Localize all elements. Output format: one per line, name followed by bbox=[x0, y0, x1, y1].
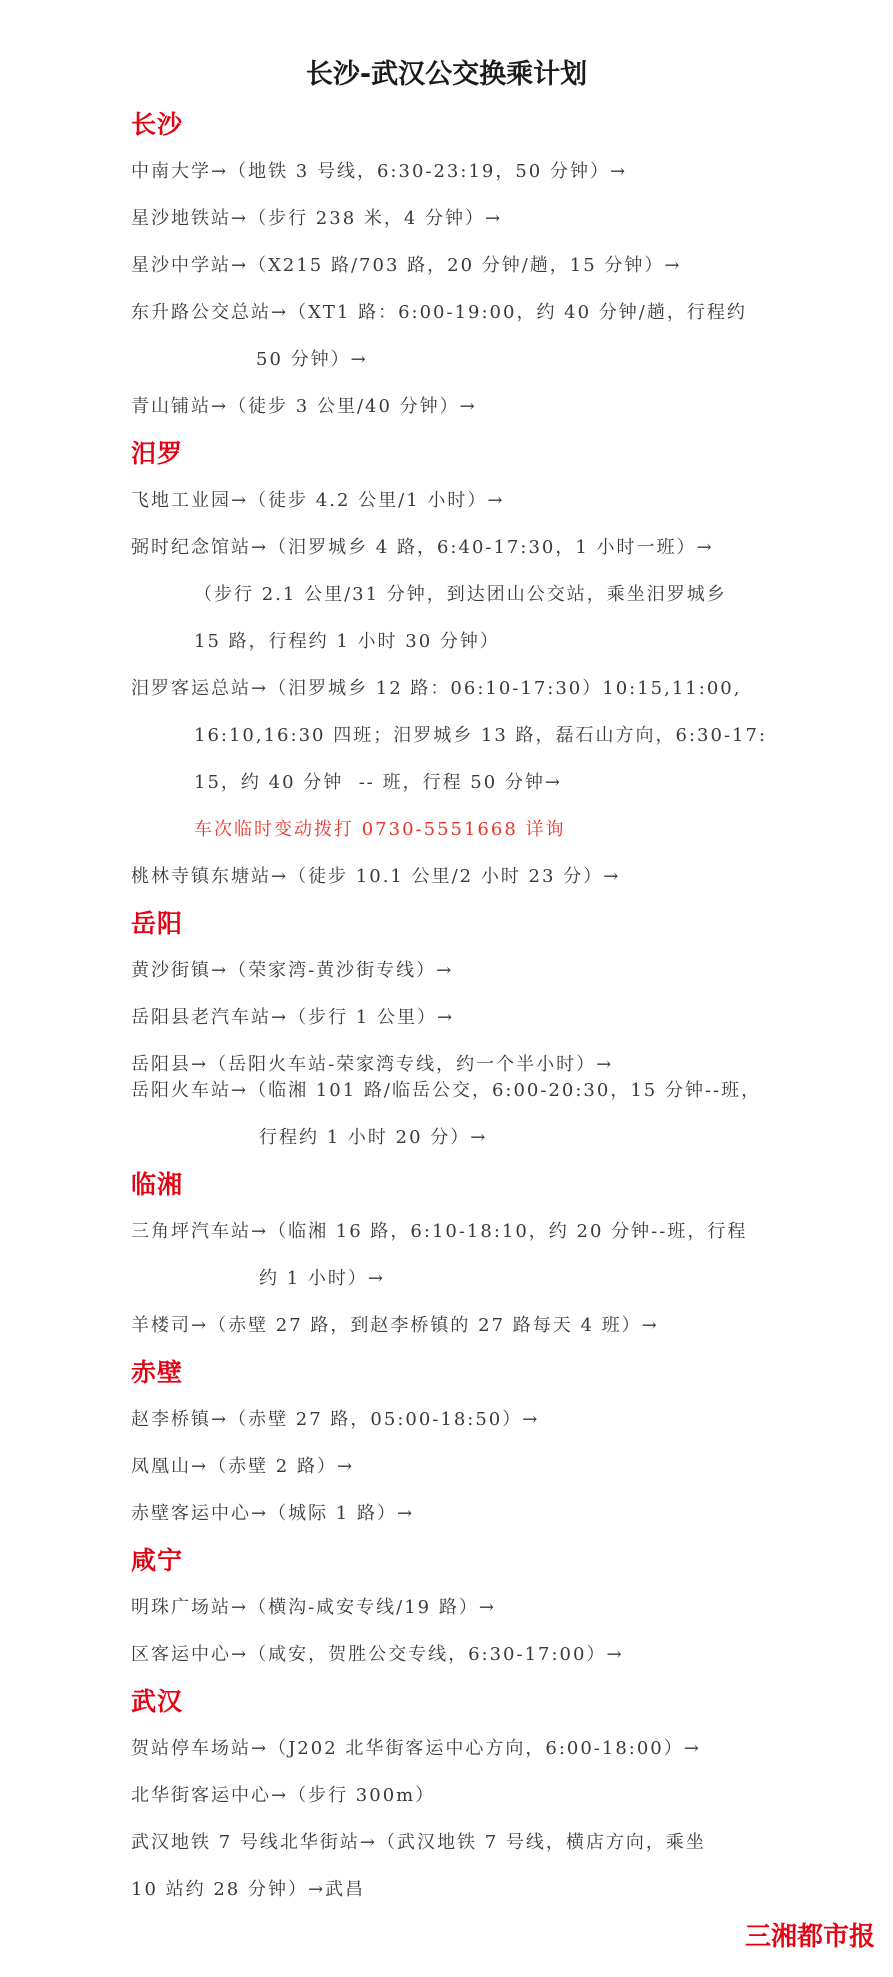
route-line: 岳阳火车站→（临湘 101 路/临岳公交，6:00-20:30，15 分钟--班， bbox=[131, 1080, 762, 1101]
route-line: 北华街客运中心→（步行 300m） bbox=[131, 1785, 436, 1806]
page-title: 长沙-武汉公交换乘计划 bbox=[305, 59, 588, 90]
route-line: 桃林寺镇东塘站→（徒步 10.1 公里/2 小时 23 分）→ bbox=[131, 866, 621, 887]
section-title: 汨罗 bbox=[131, 439, 184, 468]
route-line-continuation: 约 1 小时）→ bbox=[259, 1268, 385, 1289]
section-title: 赤壁 bbox=[131, 1358, 184, 1387]
route-line-continuation: （步行 2.1 公里/31 分钟，到达团山公交站，乘坐汨罗城乡 bbox=[194, 584, 727, 605]
route-line-continuation: 15，约 40 分钟 -- 班，行程 50 分钟→ bbox=[194, 772, 563, 793]
route-line: 明珠广场站→（横沟-咸安专线/19 路）→ bbox=[131, 1597, 496, 1618]
route-line: 中南大学→（地铁 3 号线，6:30-23:19，50 分钟）→ bbox=[131, 161, 628, 182]
section-yueyang bbox=[131, 900, 871, 1161]
section-wuhan bbox=[131, 1678, 871, 1913]
route-line: 星沙中学站→（X215 路/703 路，20 分钟/趟，15 分钟）→ bbox=[131, 255, 682, 276]
route-line: 贺站停车场站→（J202 北华街客运中心方向，6:00-18:00）→ bbox=[131, 1738, 701, 1759]
section-linxiang bbox=[131, 1161, 871, 1349]
route-line-continuation: 10 站约 28 分钟）→武昌 bbox=[131, 1879, 366, 1900]
section-chibi bbox=[131, 1349, 871, 1537]
route-line: 青山铺站→（徒步 3 公里/40 分钟）→ bbox=[131, 396, 477, 417]
route-line-continuation: 行程约 1 小时 20 分）→ bbox=[259, 1127, 488, 1148]
route-line: 三角坪汽车站→（临湘 16 路，6:10-18:10，约 20 分钟--班，行程 bbox=[131, 1221, 748, 1242]
route-line-continuation: 16:10,16:30 四班；汨罗城乡 13 路，磊石山方向，6:30-17: bbox=[194, 725, 768, 746]
route-line-continuation: 50 分钟）→ bbox=[256, 349, 368, 370]
section-xianning bbox=[131, 1537, 871, 1678]
route-line: 汨罗客运总站→（汨罗城乡 12 路：06:10-17:30）10:15,11:00, bbox=[131, 678, 742, 699]
section-title: 临湘 bbox=[131, 1170, 184, 1199]
schedule-change-notice: 车次临时变动拨打 0730-5551668 详询 bbox=[194, 819, 566, 840]
route-line: 飞地工业园→（徒步 4.2 公里/1 小时）→ bbox=[131, 490, 505, 511]
route-content bbox=[131, 101, 871, 1913]
route-line: 星沙地铁站→（步行 238 米，4 分钟）→ bbox=[131, 208, 503, 229]
section-title: 咸宁 bbox=[131, 1546, 184, 1575]
section-miluo bbox=[131, 430, 871, 900]
route-line: 区客运中心→（咸安，贺胜公交专线，6:30-17:00）→ bbox=[131, 1644, 624, 1665]
section-title: 长沙 bbox=[131, 110, 184, 139]
section-title: 岳阳 bbox=[131, 909, 184, 938]
section-changsha bbox=[131, 101, 871, 430]
route-line: 赤壁客运中心→（城际 1 路）→ bbox=[131, 1503, 415, 1524]
route-line: 黄沙街镇→（荣家湾-黄沙街专线）→ bbox=[131, 960, 454, 981]
route-line: 岳阳县老汽车站→（步行 1 公里）→ bbox=[131, 1007, 455, 1028]
route-line: 东升路公交总站→（XT1 路：6:00-19:00，约 40 分钟/趟，行程约 bbox=[131, 302, 747, 323]
newspaper-logo: 三湘都市报 bbox=[744, 1922, 875, 1952]
route-line: 岳阳县→（岳阳火车站-荣家湾专线，约一个半小时）→ bbox=[131, 1054, 614, 1075]
route-line: 弼时纪念馆站→（汨罗城乡 4 路，6:40-17:30，1 小时一班）→ bbox=[131, 537, 714, 558]
route-line: 凤凰山→（赤壁 2 路）→ bbox=[131, 1456, 355, 1477]
route-line-continuation: 15 路，行程约 1 小时 30 分钟） bbox=[194, 631, 500, 652]
route-line: 赵李桥镇→（赤壁 27 路，05:00-18:50）→ bbox=[131, 1409, 540, 1430]
route-line: 羊楼司→（赤壁 27 路，到赵李桥镇的 27 路每天 4 班）→ bbox=[131, 1315, 659, 1336]
section-title: 武汉 bbox=[131, 1687, 184, 1716]
route-line: 武汉地铁 7 号线北华街站→（武汉地铁 7 号线，横店方向，乘坐 bbox=[131, 1832, 706, 1853]
